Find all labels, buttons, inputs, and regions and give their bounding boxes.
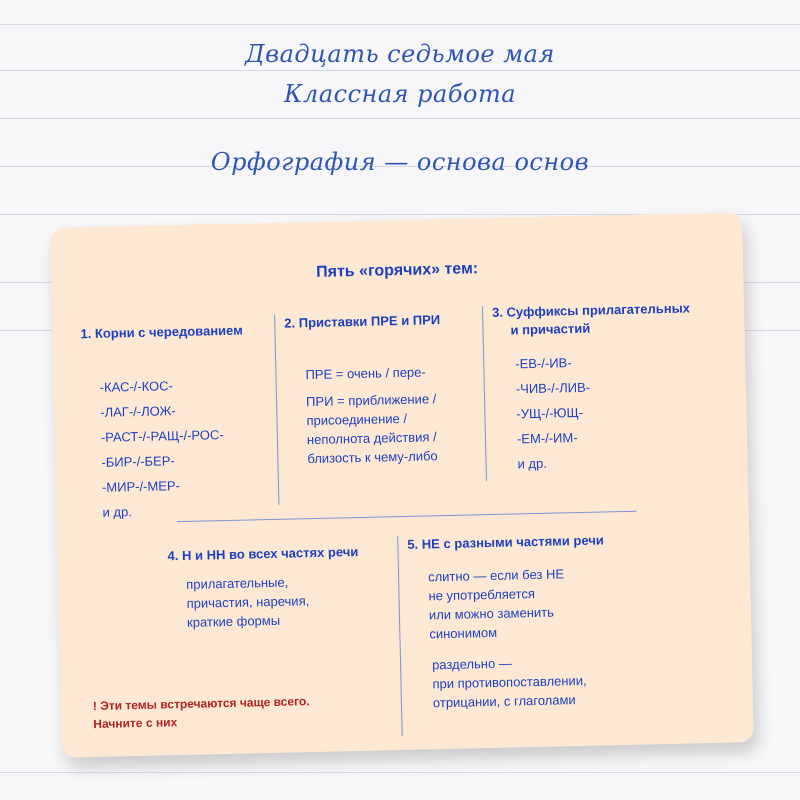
list-item: -РАСТ-/-РАЩ-/-РОС-	[100, 427, 224, 445]
text-line: или можно заменить	[428, 604, 555, 623]
heading-line: 2. Приставки ПРЕ и ПРИ	[284, 312, 441, 331]
text-line: близость к чему-либо	[307, 448, 438, 467]
warning-line: ! Эти темы встречаются чаще всего.	[92, 694, 310, 714]
heading-line: 3. Суффиксы прилагательных	[491, 300, 691, 320]
card-title: Пять «горячих» тем:	[315, 260, 479, 281]
topic-2-heading	[284, 310, 484, 333]
text-line: прилагательные,	[186, 574, 289, 592]
column-divider	[274, 315, 279, 505]
topic-4-heading	[167, 542, 397, 565]
topic-3-heading	[492, 298, 733, 339]
column-divider	[397, 536, 403, 736]
column-divider	[482, 306, 487, 481]
page-topic: Орфография — основа основ	[210, 148, 590, 176]
heading-line: и причастий	[510, 320, 591, 338]
list-item: -БИР-/-БЕР-	[101, 453, 175, 470]
text-line: причастия, наречия,	[186, 593, 310, 611]
topic-2-pri	[306, 389, 438, 468]
topic-3-list	[515, 350, 592, 477]
text-line: присоединение /	[306, 410, 408, 429]
warning-line: Начните с них	[93, 715, 178, 732]
list-item: и др.	[102, 504, 133, 520]
warning-note	[93, 690, 394, 733]
topic-5-heading	[407, 530, 647, 553]
text-line: синонимом	[429, 624, 498, 642]
page-work-type: Классная работа	[283, 80, 517, 108]
topics-card	[50, 212, 754, 758]
row-divider	[177, 511, 637, 522]
text-line: неполнота действия /	[306, 429, 437, 448]
list-item: -ЛАГ-/-ЛОЖ-	[100, 403, 176, 420]
heading-line: 1. Корни с чередованием	[80, 322, 243, 342]
ruled-line	[0, 24, 800, 25]
topic-2-pre	[305, 362, 426, 384]
topic-5-together	[428, 564, 566, 643]
text-line: ПРИ = приближение /	[305, 391, 437, 410]
text-line: ПРЕ = очень / пере-	[305, 364, 426, 383]
topic-1-heading	[80, 320, 290, 343]
ruled-line	[0, 772, 800, 773]
text-line: раздельно —	[431, 655, 513, 673]
topic-1-list	[99, 372, 225, 525]
ruled-line	[0, 118, 800, 119]
topic-4-text	[186, 572, 310, 632]
list-item: -ЧИВ-/-ЛИВ-	[515, 379, 591, 397]
heading-line: 4. Н и НН во всех частях речи	[167, 544, 359, 564]
list-item: -ЕМ-/-ИМ-	[516, 430, 578, 447]
text-line: краткие формы	[186, 612, 281, 630]
text-line: слитно — если без НЕ	[427, 566, 565, 585]
text-line: не употребляется	[428, 586, 536, 604]
list-item: -КАС-/-КОС-	[99, 378, 174, 395]
list-item: -МИР-/-МЕР-	[101, 478, 181, 495]
list-item: -УЩ-/-ЮЩ-	[516, 404, 584, 422]
text-line: при противопоставлении,	[432, 672, 587, 692]
list-item: -ЕВ-/-ИВ-	[515, 355, 572, 372]
topic-5-separate	[432, 652, 587, 712]
text-line: отрицании, с глаголами	[432, 692, 576, 711]
heading-line: 5. НЕ с разными частями речи	[407, 532, 604, 552]
list-item: и др.	[517, 455, 548, 472]
ruled-line	[0, 70, 800, 71]
page-date: Двадцать седьмое мая	[245, 40, 555, 68]
